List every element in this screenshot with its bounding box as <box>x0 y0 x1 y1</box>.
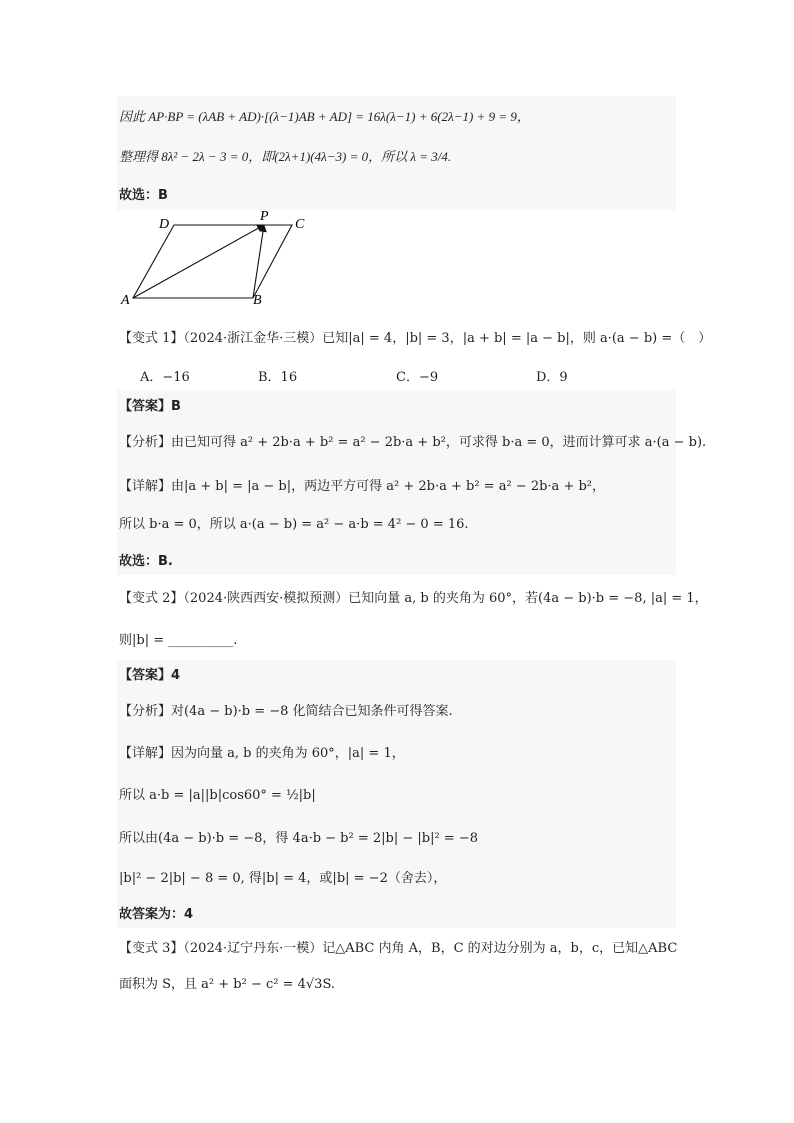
q1-option-c: C．−9 <box>396 370 439 385</box>
q1-title: 【变式 1】（2024·浙江金华·三模）已知|a| = 4，|b| = 3，|a + b| = |a − b|，则 a·(a − b) =（ ） <box>119 331 712 346</box>
parallelogram-shape <box>133 225 292 298</box>
q2-detail-1: 【详解】因为向量 a, b 的夹角为 60°，|a| = 1， <box>119 746 405 761</box>
parallelogram-figure <box>117 208 317 308</box>
q2-detail-2: 所以 a·b = |a||b|cos60° = ½|b| <box>119 788 316 803</box>
q1-option-a: A．−16 <box>140 370 190 385</box>
solution-choice: 故选：B <box>119 188 168 203</box>
q2-detail-3: 所以由(4a − b)·b = −8，得 4a·b − b² = 2|b| − |b|² = −8 <box>119 831 478 846</box>
label-b: B <box>253 293 262 308</box>
q1-option-b: B．16 <box>258 370 298 385</box>
q2-answer: 【答案】4 <box>119 668 181 683</box>
q3-title: 【变式 3】（2024·辽宁丹东·一模）记△ABC 内角 A，B，C 的对边分别为 a，b，c，已知△ABC <box>119 941 678 956</box>
q2-analysis: 【分析】对(4a − b)·b = −8 化简结合已知条件可得答案. <box>119 704 453 719</box>
q2-detail-4: |b|² − 2|b| − 8 = 0, 得|b| = 4，或|b| = −2（舍去）， <box>119 871 447 886</box>
label-a: A <box>121 293 130 308</box>
q1-detail-1: 【详解】由|a + b| = |a − b|，两边平方可得 a² + 2b·a + b² = a² − 2b·a + b²， <box>119 479 605 494</box>
q1-detail-2: 所以 b·a = 0，所以 a·(a − b) = a² − a·b = 4² − 0 = 16. <box>119 517 469 532</box>
q2-title: 【变式 2】（2024·陕西西安·模拟预测）已知向量 a, b 的夹角为 60°，若(4a − b)·b = −8, |a| = 1， <box>119 591 708 606</box>
q2-final: 故答案为：4 <box>119 907 194 922</box>
q1-analysis: 【分析】由已知可得 a² + 2b·a + b² = a² − 2b·a + b²，可求得 b·a = 0，进而计算可求 a·(a − b). <box>119 435 707 450</box>
q1-option-d: D．9 <box>536 370 568 385</box>
solution-line-2: 整理得 8λ² − 2λ − 3 = 0，即(2λ+1)(4λ−3) = 0，所以 λ = 3/4. <box>119 149 452 164</box>
q2-title-2: 则|b| = __________. <box>119 633 238 648</box>
vector-ap <box>133 225 264 298</box>
solution-line-1: 因此 AP·BP = (λAB + AD)·[(λ−1)AB + AD] = 16λ(λ−1) + 6(2λ−1) + 9 = 9， <box>119 109 530 124</box>
label-d: D <box>159 217 170 232</box>
label-p: P <box>260 209 269 224</box>
label-c: C <box>295 217 305 232</box>
q3-title-2: 面积为 S，且 a² + b² − c² = 4√3S. <box>119 977 336 992</box>
q1-answer: 【答案】B <box>119 399 181 414</box>
q1-choice: 故选：B. <box>119 554 173 569</box>
